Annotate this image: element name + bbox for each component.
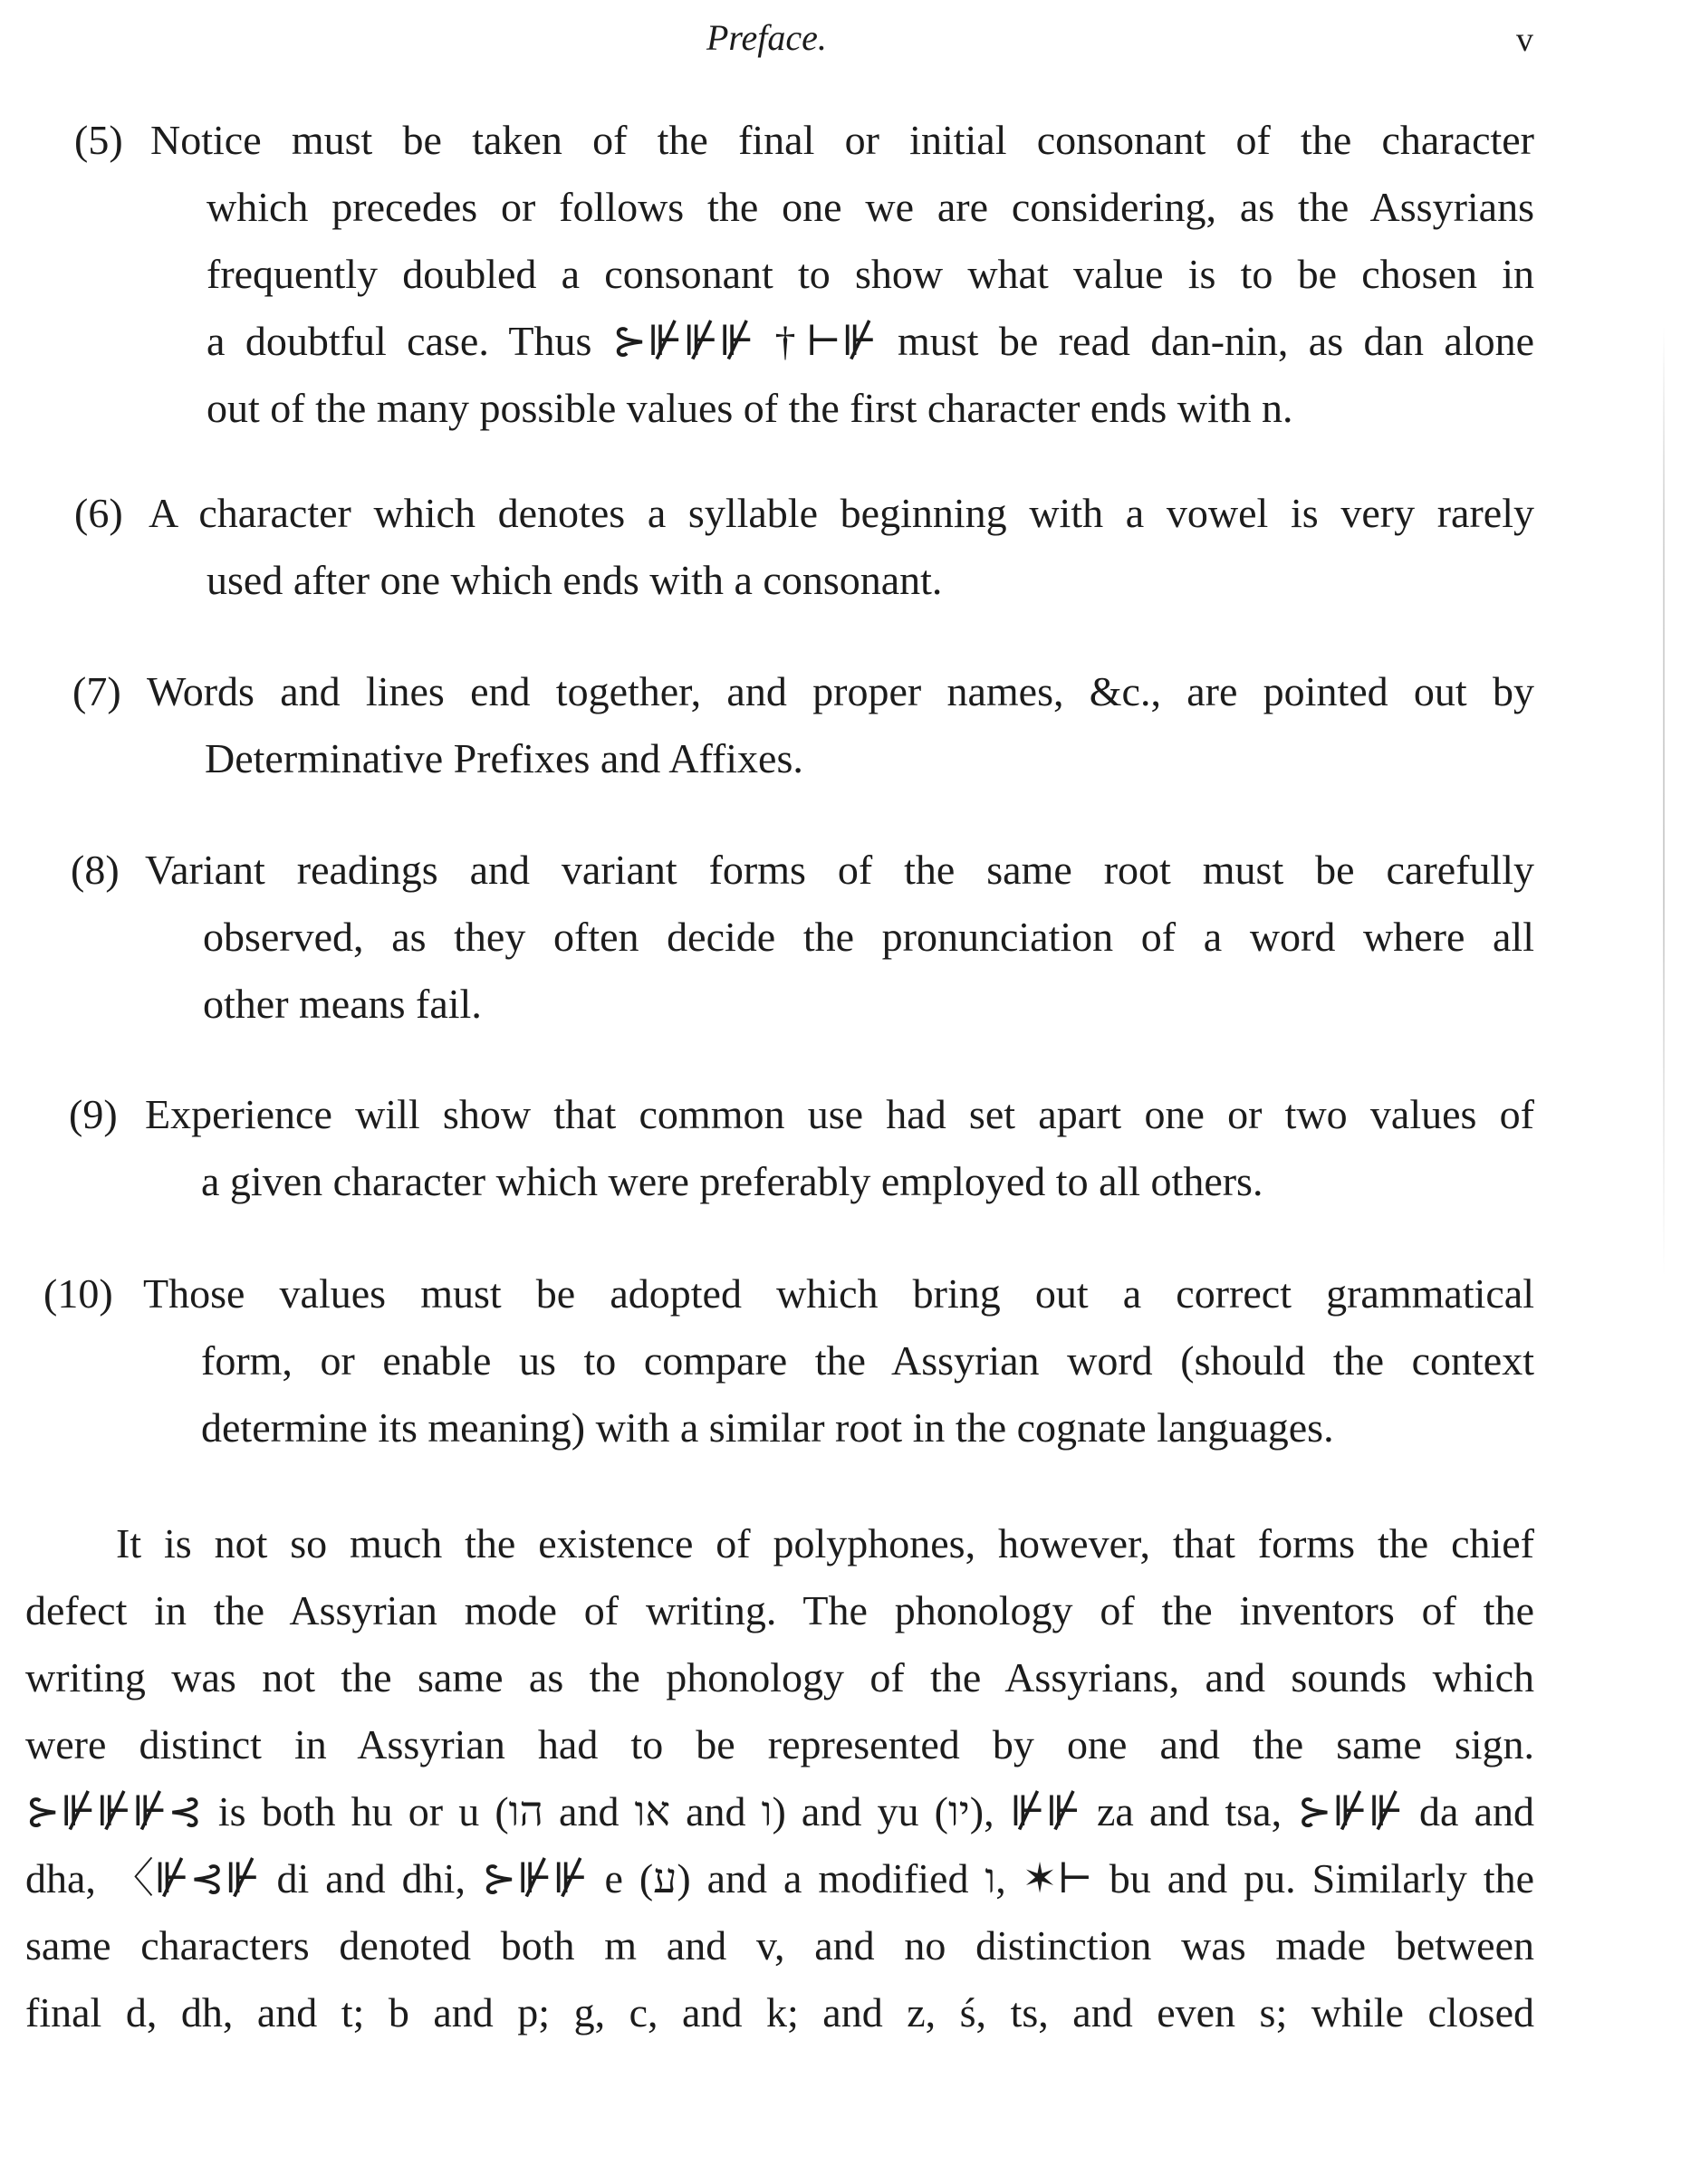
item-line: a doubtful case. Thus ⊱⊮⊮⊮ †⊢⊮ must be read dan-nin, as dan alone <box>207 318 1534 364</box>
item-line: a given character which were preferably employed to all others. <box>201 1158 1263 1204</box>
item-line: Notice must be taken of the final or initial consonant of the character <box>150 117 1534 163</box>
item-line: other means fail. <box>203 981 482 1027</box>
item-line: out of the many possible values of the first character ends with n. <box>207 385 1293 431</box>
item-line: observed, as they often decide the pronunciation of a word where all <box>203 914 1534 960</box>
item-line: A character which denotes a syllable beginning with a vowel is very rarely <box>149 490 1534 536</box>
item-line: frequently doubled a consonant to show what value is to be chosen in <box>207 251 1534 297</box>
item-number: (5) <box>74 117 123 163</box>
item-line: determine its meaning) with a similar root in the cognate languages. <box>201 1404 1334 1451</box>
item-number: (10) <box>43 1270 113 1317</box>
item-line: Words and lines end together, and proper names, &c., are pointed out by <box>147 668 1534 714</box>
body-paragraph <box>25 1510 1534 2046</box>
paragraph-line: were distinct in Assyrian had to be represented by one and the same sign. <box>25 1721 1534 1767</box>
item-line: used after one which ends with a consonant. <box>207 557 943 603</box>
page-number: v <box>1516 21 1533 59</box>
item-line: form, or enable us to compare the Assyrian word (should the context <box>201 1337 1534 1384</box>
running-title: Preface. <box>706 17 827 58</box>
paragraph-line: ⊱⊮⊮⊮⊰ is both hu or u (הו and או and ו) and yu (יו), ⊮⊮ za and tsa, ⊱⊮⊮ da and <box>25 1788 1534 1834</box>
paragraph-line: final d, dh, and t; b and p; g, c, and k; and z, ś, ts, and even s; while closed <box>25 1989 1534 2036</box>
item-number: (7) <box>72 668 121 714</box>
paragraph-line: dha, 〈⊮⊰⊮ di and dhi, ⊱⊮⊮ e (ע) and a modified ו, ✶⊢ bu and pu. Similarly the <box>25 1855 1535 1901</box>
item-line: Experience will show that common use had set apart one or two values of <box>145 1091 1534 1137</box>
paragraph-line: It is not so much the existence of polyphones, however, that forms the chief <box>116 1520 1534 1566</box>
item-line: Determinative Prefixes and Affixes. <box>205 735 803 781</box>
paragraph-line: writing was not the same as the phonology of the Assyrians, and sounds which <box>25 1654 1534 1700</box>
item-line: Variant readings and variant forms of the same root must be carefully <box>145 847 1534 893</box>
item-number: (8) <box>71 847 120 893</box>
page-edge-shadow <box>1663 326 1665 1277</box>
item-number: (6) <box>74 490 123 536</box>
running-header <box>0 16 1681 71</box>
item-line: which precedes or follows the one we are considering, as the Assyrians <box>207 184 1534 230</box>
paragraph-line: defect in the Assyrian mode of writing. The phonology of the inventors of the <box>25 1587 1534 1633</box>
item-number: (9) <box>69 1091 118 1137</box>
paragraph-line: same characters denoted both m and v, and no distinction was made between <box>25 1922 1534 1968</box>
item-line: Those values must be adopted which bring out a correct grammatical <box>143 1270 1534 1317</box>
